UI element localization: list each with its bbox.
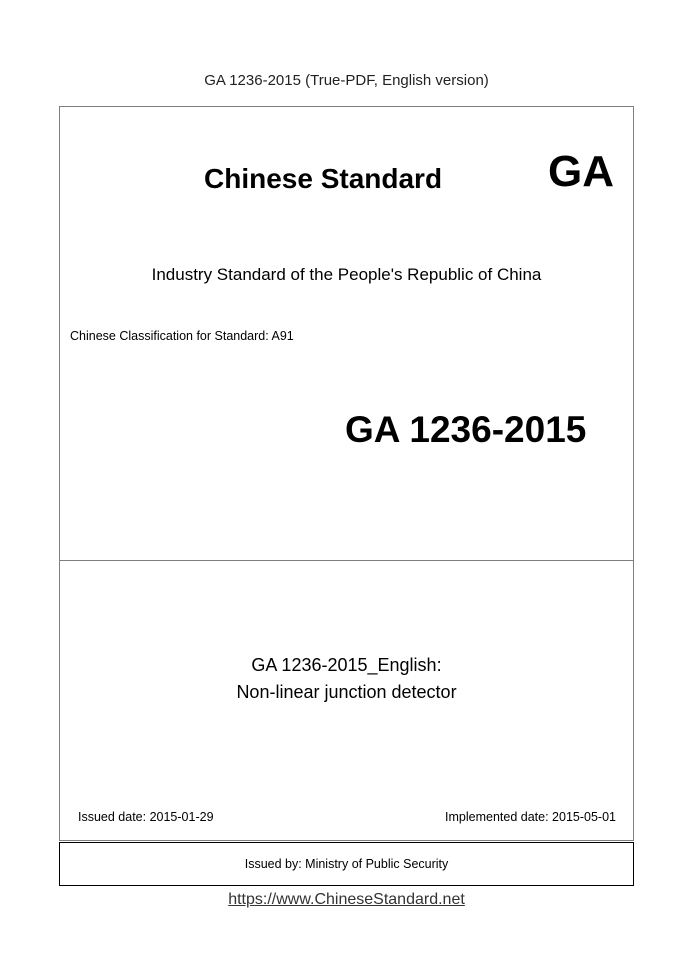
issuer-box: Issued by: Ministry of Public Security xyxy=(59,842,634,886)
document-title-line-1: GA 1236-2015_English: xyxy=(251,655,442,675)
issued-date: Issued date: 2015-01-29 xyxy=(78,810,214,824)
standard-number: GA 1236-2015 xyxy=(345,409,587,450)
document-title-line-2: Non-linear junction detector xyxy=(236,682,457,702)
cover-frame xyxy=(59,106,634,841)
industry-standard-line: Industry Standard of the People's Republic of China xyxy=(151,265,542,284)
page-header-title: GA 1236-2015 (True-PDF, English version) xyxy=(204,72,489,89)
implemented-date: Implemented date: 2015-05-01 xyxy=(445,810,616,824)
standard-code-mark: GA xyxy=(548,147,614,196)
classification-line: Chinese Classification for Standard: A91 xyxy=(70,329,294,343)
section-divider xyxy=(60,560,633,561)
document-title xyxy=(60,652,633,706)
website-link[interactable]: https://www.ChineseStandard.net xyxy=(228,891,465,908)
standard-heading: Chinese Standard xyxy=(204,163,443,194)
